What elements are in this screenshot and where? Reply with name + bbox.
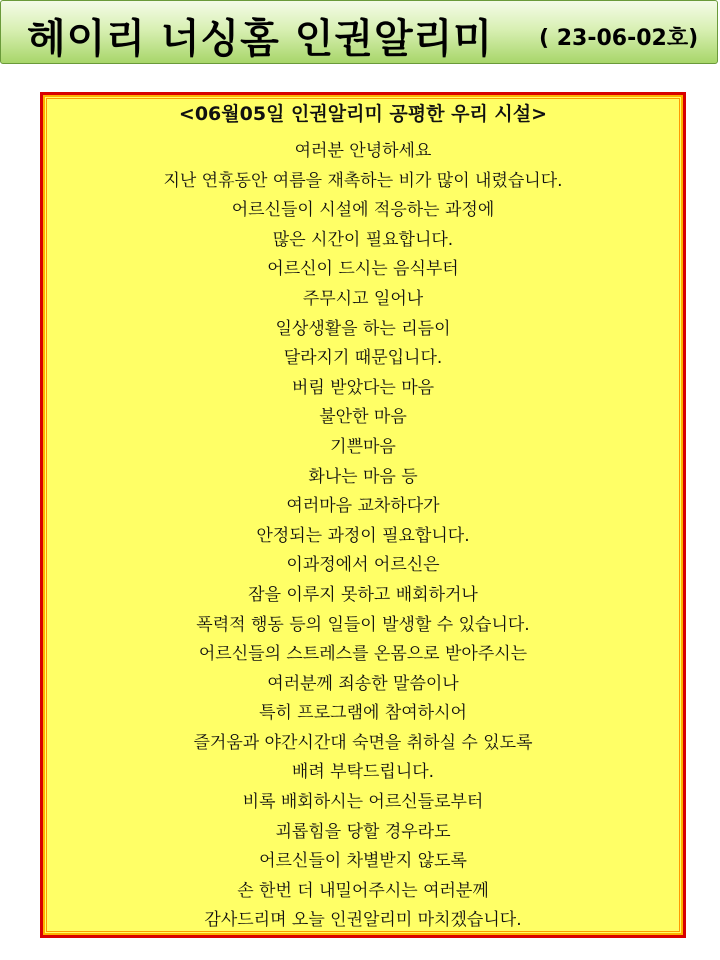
notice-line: 화나는 마음 등 [308, 466, 418, 487]
notice-line: 많은 시간이 필요합니다. [272, 229, 454, 250]
notice-line: 달라지기 때문입니다. [283, 348, 443, 369]
notice-line: 손 한번 더 내밀어주시는 여러분께 [237, 880, 489, 901]
notice-line: 감사드리며 오늘 인권알리미 마치겠습니다. [204, 910, 522, 931]
notice-line: 기쁜마음 [330, 436, 396, 457]
notice-line: 배려 부탁드립니다. [291, 762, 435, 783]
notice-line: 여러분 안녕하세요 [294, 141, 432, 161]
notice-line: 주무시고 일어나 [302, 288, 424, 309]
notice-line: 괴롭힘을 당할 경우라도 [275, 821, 451, 842]
notice-line: 어르신이 드시는 음식부터 [267, 259, 459, 280]
issue-number: ( 23-06-02호) [539, 26, 699, 51]
notice-line: 특히 프로그램에 참여하시어 [259, 703, 467, 724]
page-title: 헤이리 너싱홈 인권알리미 [27, 16, 493, 62]
notice-line: 버림 받았다는 마음 [291, 377, 435, 398]
notice-body [43, 137, 683, 936]
notice-line: 지난 연휴동안 여름을 재촉하는 비가 많이 내렸습니다. [163, 170, 563, 191]
notice-line: 안정되는 과정이 필요합니다. [256, 525, 470, 546]
notice-line: 여러분께 죄송한 말씀이나 [267, 673, 459, 694]
notice-line: 이과정에서 어르신은 [286, 555, 440, 576]
notice-line: 즐거움과 야간시간대 숙면을 취하실 수 있도록 [193, 732, 533, 753]
notice-title: <06월05일 인권알리미 공평한 우리 시설> [178, 103, 548, 125]
header-banner [0, 0, 718, 64]
notice-line: 폭력적 행동 등의 일들이 발생할 수 있습니다. [196, 614, 530, 635]
notice-frame [40, 92, 686, 938]
notice-line: 비록 배회하시는 어르신들로부터 [242, 792, 484, 813]
notice-line: 여러마음 교차하다가 [286, 496, 440, 517]
notice-line: 어르신들이 시설에 적응하는 과정에 [231, 200, 495, 221]
notice-line: 어르신들이 차별받지 않도록 [259, 851, 467, 872]
notice-line: 일상생활을 하는 리듬이 [275, 318, 451, 339]
notice-line: 잠을 이루지 못하고 배회하거나 [248, 584, 478, 605]
notice-line: 불안한 마음 [319, 407, 407, 428]
notice-line: 어르신들의 스트레스를 온몸으로 받아주시는 [198, 644, 528, 665]
